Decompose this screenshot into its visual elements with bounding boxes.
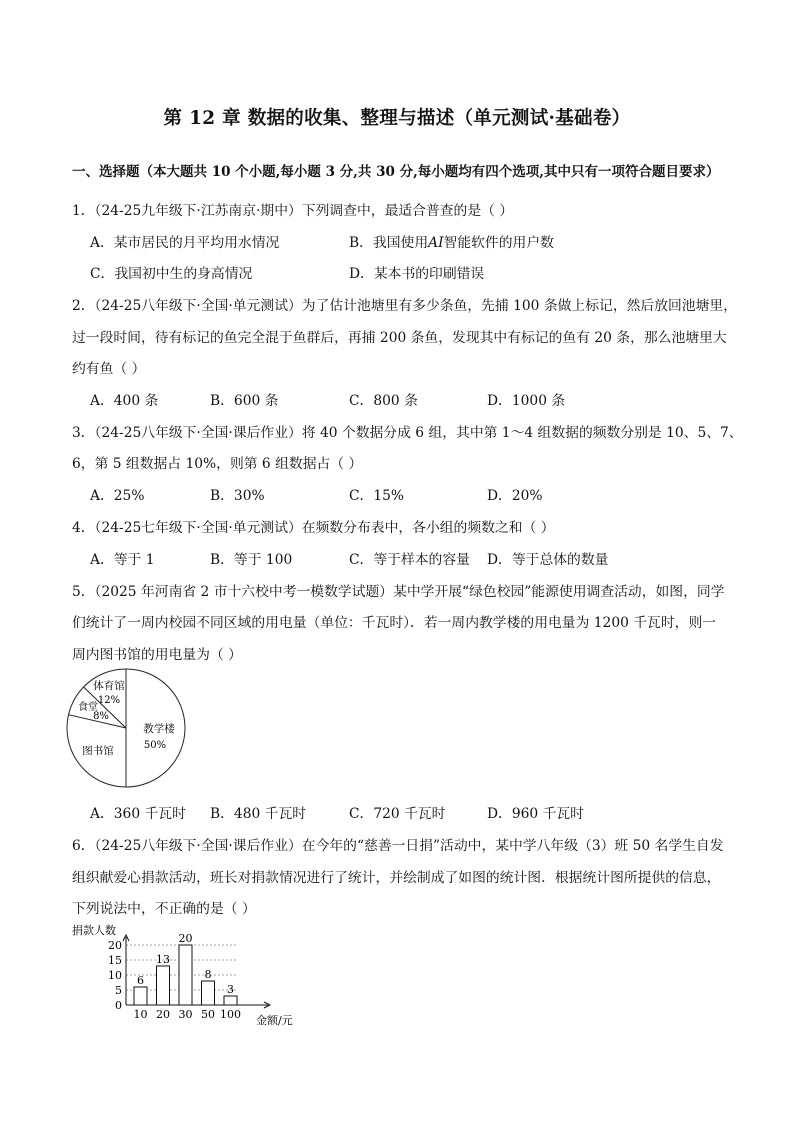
bar-value-label: 8 bbox=[204, 968, 212, 981]
q3-option-b: B．30% bbox=[210, 488, 265, 504]
bar-ytick-label: 20 bbox=[108, 939, 122, 952]
bar-ytick-label: 0 bbox=[115, 999, 122, 1012]
pie-value-canteen: 8% bbox=[93, 711, 109, 722]
question-1-text: 1．（24-25九年级下·江苏南京·期中）下列调查中，最适合普查的是（ ） bbox=[72, 203, 514, 219]
q1-option-d: D．某本书的印刷错误 bbox=[349, 266, 485, 282]
bar bbox=[134, 987, 147, 1005]
q2-option-c: C．800 条 bbox=[349, 393, 418, 409]
bar-value-label: 6 bbox=[137, 974, 144, 987]
bar-value-label: 3 bbox=[227, 983, 234, 996]
pie-value-sport: 12% bbox=[97, 695, 121, 706]
q5-option-c: C．720 千瓦时 bbox=[349, 806, 446, 822]
bar bbox=[179, 945, 192, 1005]
bar-xtick-label: 20 bbox=[156, 1008, 170, 1021]
q4-option-d: D．等于总体的数量 bbox=[487, 552, 609, 568]
question-2-line-3: 约有鱼（ ） bbox=[72, 361, 146, 377]
section-heading: 一、选择题（本大题共 10 个小题,每小题 3 分,共 30 分,每小题均有四个选项,其中只有一项符合题目要求） bbox=[72, 164, 720, 180]
bar bbox=[224, 996, 237, 1005]
question-2-line-2: 过一段时间，待有标记的鱼完全混于鱼群后，再捕 200 条鱼，发现其中有标记的鱼有 20 条，那么池塘里大 bbox=[72, 330, 727, 346]
bar-chart-xlabel: 金额/元 bbox=[256, 1014, 293, 1027]
bar-xtick-label: 100 bbox=[220, 1008, 241, 1021]
pie-label-sport: 体育馆 bbox=[93, 680, 125, 692]
bar-value-label: 13 bbox=[156, 953, 170, 966]
q1-option-c: C．我国初中生的身高情况 bbox=[90, 266, 253, 282]
q3-option-c: C．15% bbox=[349, 488, 405, 504]
pie-chart bbox=[66, 666, 186, 790]
q3-option-a: A．25% bbox=[90, 488, 145, 504]
question-6-line-1: 6．（24-25八年级下·全国·课后作业）在今年的“慈善一日捐”活动中，某中学八年级（3）班 50 名学生自发 bbox=[72, 838, 724, 854]
question-5-line-1: 5．（2025 年河南省 2 市十六校中考一模数学试题）某中学开展“绿色校园”能源使用调查活动，如图，同学 bbox=[72, 584, 725, 600]
q1-option-b: B．我国使用AI智能软件的用户数 bbox=[349, 235, 554, 251]
q2-option-a: A．400 条 bbox=[90, 393, 159, 409]
question-6-line-3: 下列说法中，不正确的是（ ） bbox=[72, 901, 256, 917]
question-3-line-1: 3．（24-25八年级下·全国·课后作业）将 40 个数据分成 6 组，其中第 1～4 组数据的频数分别是 10、5、7、 bbox=[72, 425, 743, 441]
bar bbox=[157, 966, 170, 1005]
bar-value-label: 20 bbox=[178, 932, 193, 945]
question-3-line-2: 6，第 5 组数据占 10%，则第 6 组数据占（ ） bbox=[72, 456, 363, 472]
q2-option-d: D．1000 条 bbox=[487, 393, 566, 409]
bar-xtick-label: 50 bbox=[201, 1008, 215, 1021]
pie-label-canteen: 食堂 bbox=[78, 702, 98, 713]
question-6-line-2: 组织献爱心捐款活动，班长对捐款情况进行了统计，并绘制成了如图的统计图．根据统计图所提供的信息， bbox=[72, 870, 721, 886]
pie-value-teaching: 50% bbox=[143, 740, 167, 751]
bar-ytick-label: 10 bbox=[108, 969, 122, 982]
q3-option-d: D．20% bbox=[487, 488, 543, 504]
q5-option-a: A．360 千瓦时 bbox=[90, 806, 186, 822]
question-2-line-1: 2．（24-25八年级下·全国·单元测试）为了估计池塘里有多少条鱼，先捕 100 条做上标记，然后放回池塘里， bbox=[72, 298, 737, 314]
question-5-line-2: 们统计了一周内校园不同区域的用电量（单位：千瓦时）．若一周内教学楼的用电量为 1200 千瓦时，则一 bbox=[72, 615, 717, 631]
q4-option-a: A．等于 1 bbox=[90, 552, 155, 568]
bar-ytick-label: 15 bbox=[108, 954, 122, 967]
pie-label-teaching: 教学楼 bbox=[143, 723, 175, 735]
pie-label-library: 图书馆 bbox=[82, 745, 114, 757]
q4-option-c: C．等于样本的容量 bbox=[349, 552, 470, 568]
q5-option-b: B．480 千瓦时 bbox=[210, 806, 307, 822]
bar-chart-ylabel: 捐款人数 bbox=[72, 924, 116, 937]
bar-xtick-label: 30 bbox=[178, 1008, 193, 1021]
q1-option-a: A．某市居民的月平均用水情况 bbox=[90, 235, 280, 251]
page-title: 第 12 章 数据的收集、整理与描述（单元测试·基础卷） bbox=[163, 108, 631, 129]
question-4-text: 4．（24-25七年级下·全国·单元测试）在频数分布表中，各小组的频数之和（ ） bbox=[72, 520, 555, 536]
bar bbox=[202, 981, 215, 1005]
q4-option-b: B．等于 100 bbox=[210, 552, 293, 568]
q5-option-d: D．960 千瓦时 bbox=[487, 806, 584, 822]
bar-xtick-label: 10 bbox=[133, 1008, 148, 1021]
q2-option-b: B．600 条 bbox=[210, 393, 279, 409]
bar-ytick-label: 5 bbox=[115, 984, 122, 997]
question-5-line-3: 周内图书馆的用电量为（ ） bbox=[72, 647, 242, 663]
bar-chart bbox=[68, 920, 308, 1030]
